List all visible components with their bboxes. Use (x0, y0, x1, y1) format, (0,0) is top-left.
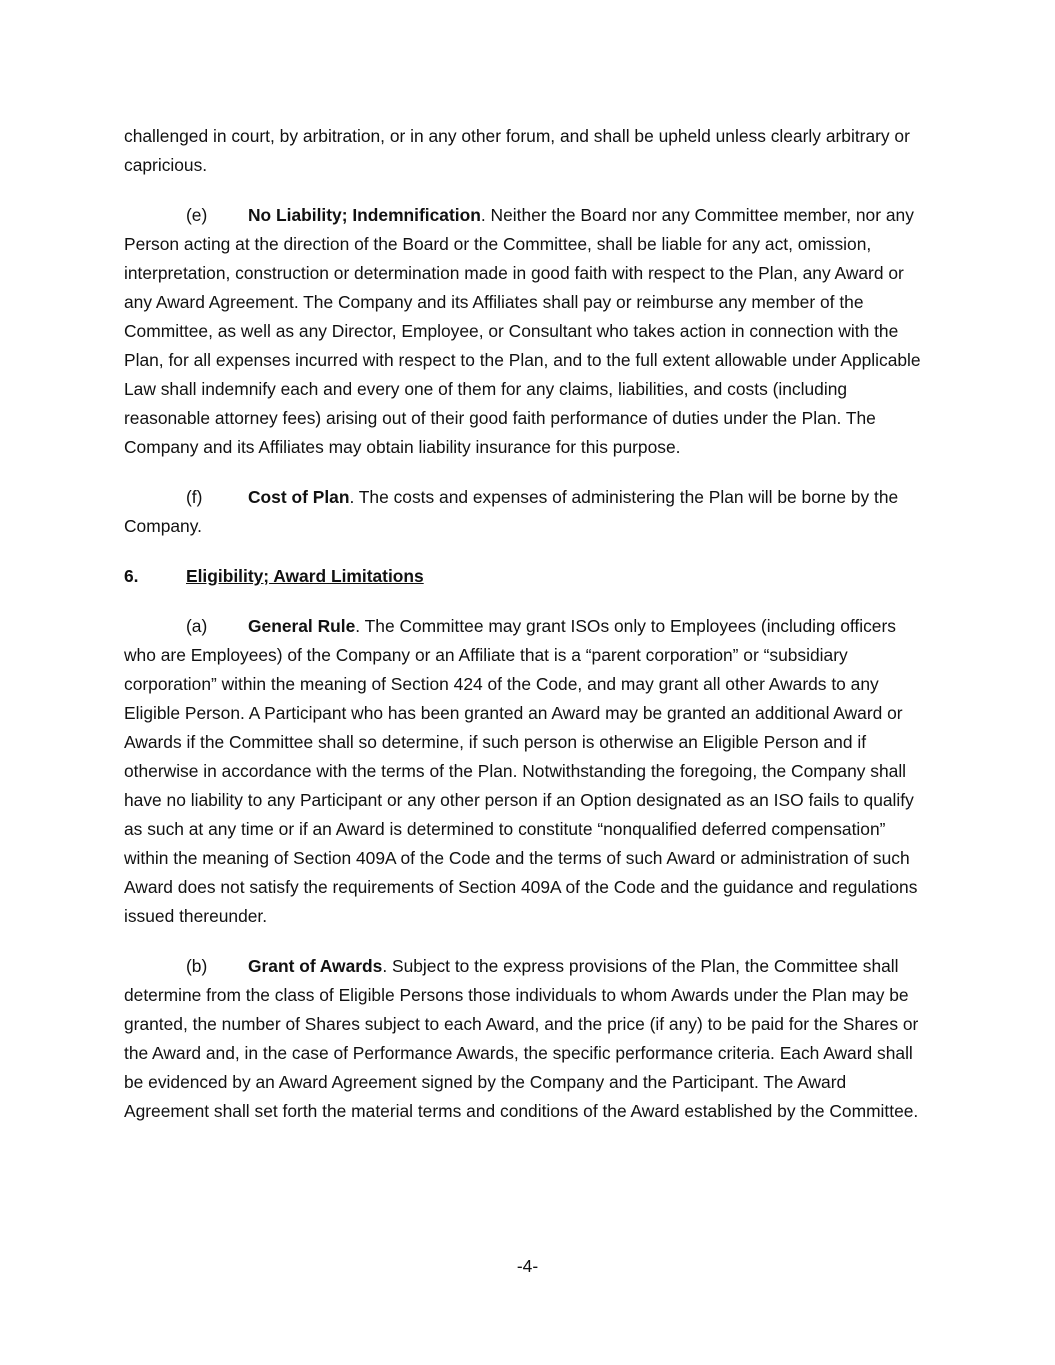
paragraph-5e-label: (e) (186, 205, 208, 225)
paragraph-5e-text: . Neither the Board nor any Committee member, nor any Person acting at the direction of the Board or the Committee, shall be liable for any act, omission, interpretation, construction or determination made in good faith with respect to the Plan, any Award or any Award Agreement. The Company and its Affiliates shall pay or reimburse any member of the Committee, as well as any Director, Employee, or Consultant who takes action in connection with the Plan, for all expenses incurred with respect to the Plan, and to the full extent allowable under Applicable Law shall indemnify each and every one of them for any claims, liabilities, and costs (including reasonable attorney fees) arising out of their good faith performance of duties under the Plan. The Company and its Affiliates may obtain liability insurance for this purpose. (124, 205, 921, 457)
paragraph-5f-label: (f) (186, 487, 203, 507)
section-6-number: 6. (124, 566, 139, 586)
paragraph-5e (124, 201, 932, 462)
paragraph-5f-text: . The costs and expenses of administering the Plan will be borne by the Company. (124, 487, 899, 536)
paragraph-6b-title: Grant of Awards (248, 956, 383, 976)
paragraph-5e-title: No Liability; Indemnification (248, 205, 481, 225)
paragraph-5f (124, 483, 932, 541)
section-6-heading (124, 562, 932, 591)
section-6-title: Eligibility; Award Limitations (186, 566, 424, 586)
continuation-paragraph: challenged in court, by arbitration, or in any other forum, and shall be upheld unless clearly arbitrary or capricious. (124, 126, 910, 175)
paragraph-6a-label: (a) (186, 616, 208, 636)
paragraph-6b (124, 952, 932, 1126)
paragraph-5f-title: Cost of Plan (248, 487, 350, 507)
paragraph-6a-title: General Rule (248, 616, 356, 636)
document-page (124, 122, 932, 1126)
paragraph-6b-label: (b) (186, 956, 208, 976)
paragraph-6a (124, 612, 932, 931)
paragraph-6a-text: . The Committee may grant ISOs only to Employees (including officers who are Employees) of the Company or an Affiliate that is a “parent corporation” or “subsidiary corporation” within the meaning of Section 424 of the Code, and may grant all other Awards to any Eligible Person. A Participant who has been granted an Award may be granted an additional Award or Awards if the Committee shall so determine, if such person is otherwise an Eligible Person and if otherwise in accordance with the terms of the Plan. Notwithstanding the foregoing, the Company shall have no liability to any Participant or any other person if an Option designated as an ISO fails to qualify as such at any time or if an Award is determined to constitute “nonqualified deferred compensation” within the meaning of Section 409A of the Code and the terms of such Award or administration of such Award does not satisfy the requirements of Section 409A of the Code and the guidance and regulations issued thereunder. (124, 616, 918, 926)
page-number: -4- (516, 1256, 539, 1276)
paragraph-6b-text: . Subject to the express provisions of the Plan, the Committee shall determine from the class of Eligible Persons those individuals to whom Awards under the Plan may be granted, the number of Shares subject to each Award, and the price (if any) to be paid for the Shares or the Award and, in the case of Performance Awards, the specific performance criteria. Each Award shall be evidenced by an Award Agreement signed by the Company and the Participant. The Award Agreement shall set forth the material terms and conditions of the Award established by the Committee. (124, 956, 919, 1121)
